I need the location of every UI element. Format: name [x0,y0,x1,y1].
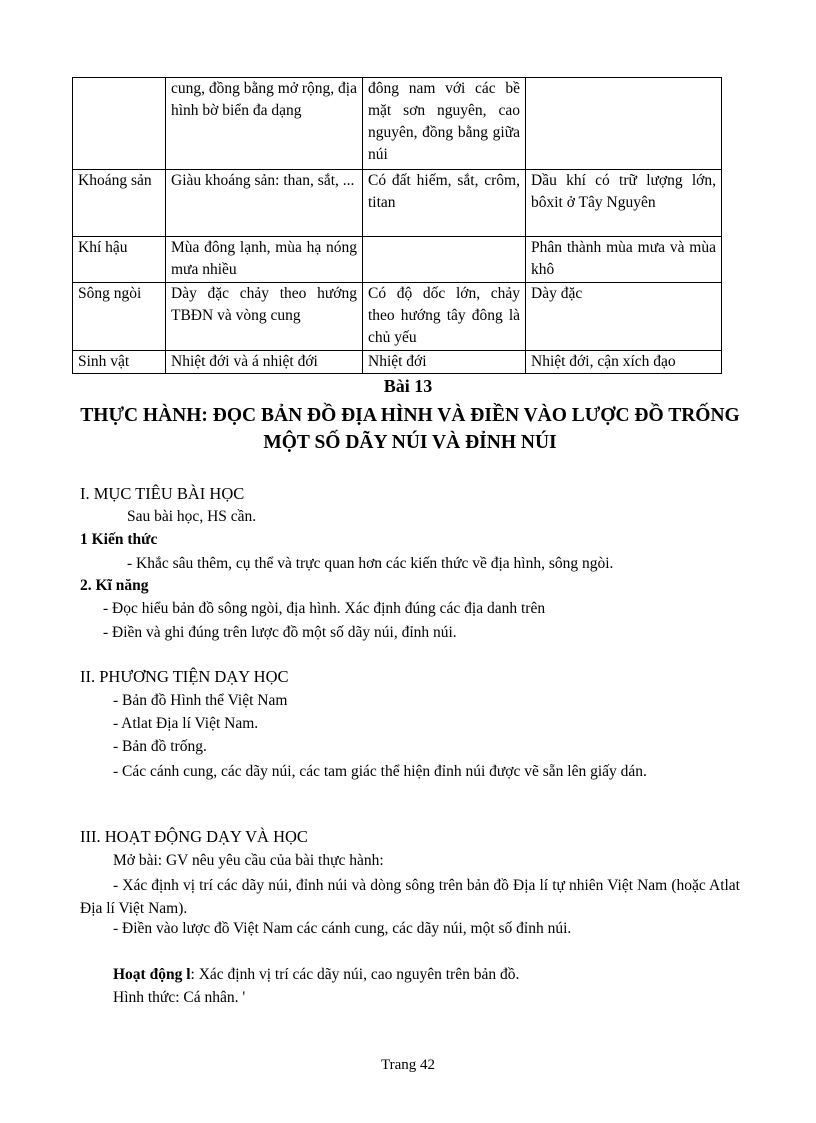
activities-item-2: - Điền vào lược đồ Việt Nam các cánh cung, các dãy núi, một số đỉnh núi. [113,920,572,937]
table-row [73,170,722,237]
materials-item-4: - Các cánh cung, các dãy núi, các tam giác thể hiện đỉnh núi được vẽ sẵn lên giấy dán. [113,763,647,780]
knowledge-heading: 1 Kiến thức [80,531,158,548]
table-cell: Mùa đông lạnh, mùa hạ nóng mưa nhiều [166,237,363,283]
lesson-title: THỰC HÀNH: ĐỌC BẢN ĐỒ ĐỊA HÌNH VÀ ĐIỀN VÀO LƯỢC ĐỒ TRỐNG MỘT SỐ DÃY NÚI VÀ ĐỈNH NÚI [80,405,740,453]
table-cell [363,237,526,283]
materials-item-2: - Atlat Địa lí Việt Nam. [113,715,259,732]
activity-1-label: Hoạt động l [113,966,191,983]
table-cell: Khoáng sản [73,170,166,237]
activities-item-1: - Xác định vị trí các dãy núi, đỉnh núi và dòng sông trên bản đồ Địa lí tự nhiên Việt Nam (hoặc Atlat Địa lí Việt Nam). [80,877,740,917]
table-row [73,237,722,283]
objectives-intro: Sau bài học, HS cần. [127,508,257,525]
table-cell [73,78,166,170]
table-cell: Nhiệt đới, cận xích đạo [526,351,722,374]
skills-item-2: - Điền và ghi đúng trên lược đồ một số dãy núi, đỉnh núi. [103,624,457,641]
table-cell: Khí hậu [73,237,166,283]
section-heading-objectives: I. MỤC TIÊU BÀI HỌC [80,484,245,503]
table-cell: đông nam với các bề mặt sơn nguyên, cao nguyên, đồng bằng giữa núi [363,78,526,170]
lesson-number: Bài 13 [383,376,433,396]
table-cell: Sông ngòi [73,283,166,351]
section-heading-activities: III. HOẠT ĐỘNG DẠY VÀ HỌC [80,827,308,846]
materials-item-3: - Bản đồ trống. [113,738,207,755]
activities-intro: Mở bài: GV nêu yêu cầu của bài thực hành: [113,852,384,869]
table-cell: Dầu khí có trữ lượng lớn, bôxit ở Tây Nguyên [526,170,722,237]
materials-item-1: - Bản đồ Hình thể Việt Nam [113,692,288,709]
table-cell: Nhiệt đới [363,351,526,374]
table-cell [526,78,722,170]
skills-item-1: - Đọc hiểu bản đồ sông ngòi, địa hình. Xác định đúng các địa danh trên [103,600,546,617]
table-row [73,351,722,374]
table-cell: Có độ dốc lớn, chảy theo hướng tây đông là chủ yếu [363,283,526,351]
table-cell: Phân thành mùa mưa và mùa khô [526,237,722,283]
table-row [73,283,722,351]
section-heading-materials: II. PHƯƠNG TIỆN DẠY HỌC [80,667,289,686]
page-number: Trang 42 [380,1057,436,1073]
activity-form: Hình thức: Cá nhân. ' [113,989,246,1006]
table-row [73,78,722,170]
table-cell: Có đất hiếm, sắt, crôm, titan [363,170,526,237]
activity-1-text: : Xác định vị trí các dãy núi, cao nguyên trên bản đồ. [190,966,520,983]
table-cell: Sinh vật [73,351,166,374]
table-cell: Dày đặc [526,283,722,351]
table-cell: cung, đồng bằng mở rộng, địa hình bờ biển đa dạng [166,78,363,170]
table-cell: Dày đặc chảy theo hướng TBĐN và vòng cung [166,283,363,351]
activity-1 [113,966,519,984]
table-cell: Nhiệt đới và á nhiệt đới [166,351,363,374]
skills-heading: 2. Kĩ năng [80,577,149,594]
table-cell: Giàu khoáng sản: than, sắt, ... [166,170,363,237]
comparison-table [72,77,722,374]
knowledge-item: - Khắc sâu thêm, cụ thể và trực quan hơn các kiến thức về địa hình, sông ngòi. [127,555,614,572]
